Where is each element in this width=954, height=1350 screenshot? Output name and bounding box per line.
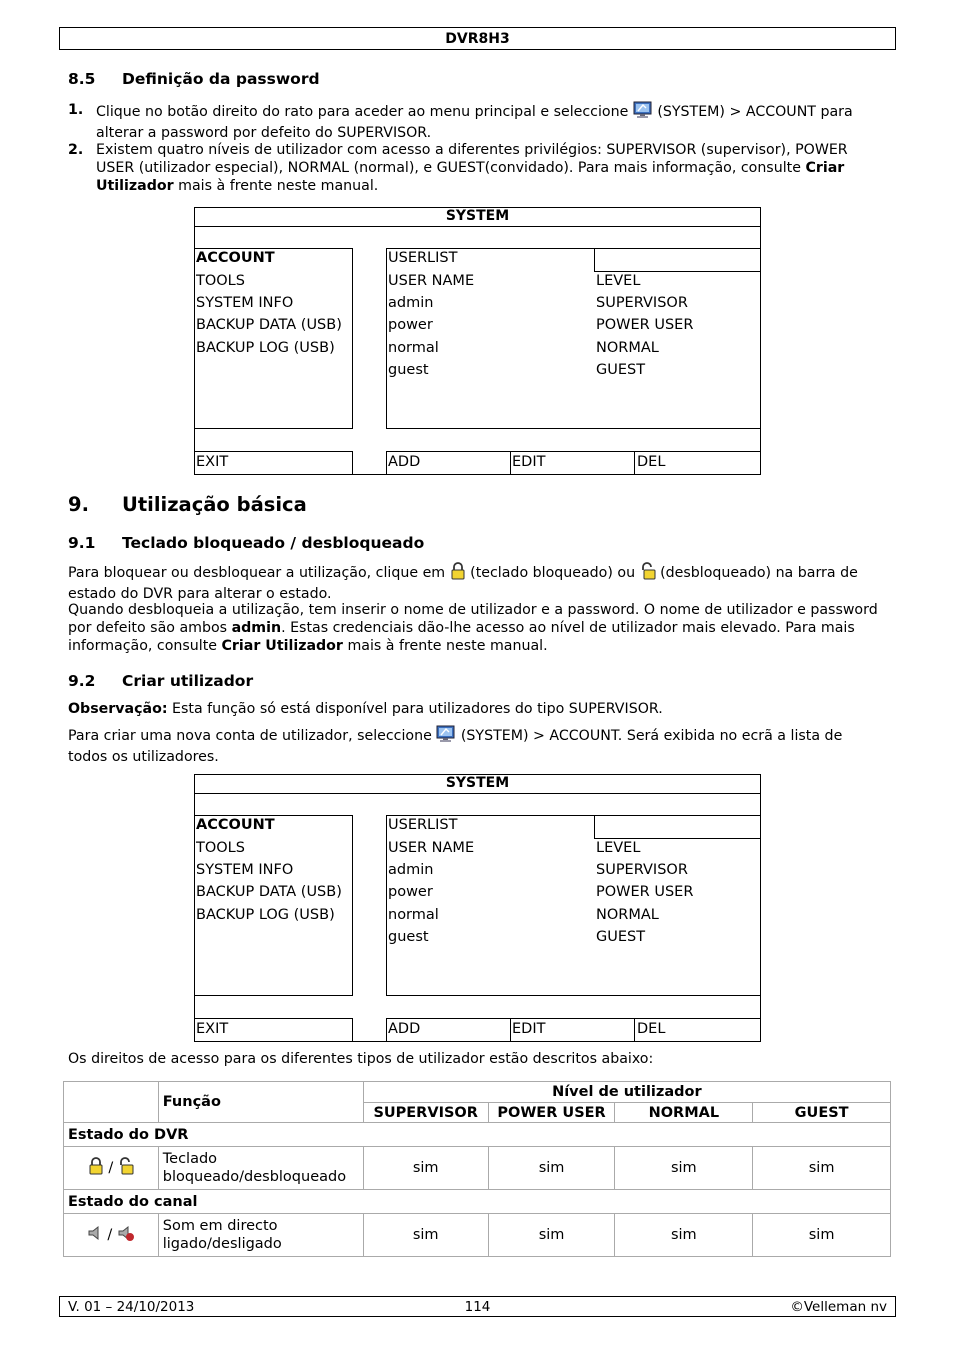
- system-menu-diagram: [194, 207, 761, 475]
- speaker-on-icon: [87, 1224, 103, 1246]
- list-item: [68, 101, 883, 142]
- page-number: 114: [464, 1299, 491, 1315]
- add-label: ADD: [388, 1021, 421, 1037]
- paragraph: [68, 562, 883, 603]
- list-number: 1.: [68, 102, 84, 118]
- text: mais à frente neste manual.: [347, 638, 548, 654]
- text: Clique no botão direito do rato para aceder ao menu principal e seleccione: [96, 104, 629, 120]
- user-name[interactable]: guest: [388, 929, 429, 945]
- value-cell: sim: [753, 1214, 891, 1257]
- lock-closed-icon: [450, 562, 466, 585]
- column-power-user: POWER USER: [488, 1103, 615, 1123]
- list-number: 2.: [68, 142, 84, 158]
- column-user-name: USER NAME: [388, 840, 475, 856]
- menu-item-backup-log[interactable]: BACKUP LOG (USB): [196, 907, 335, 923]
- section-number: 8.5: [68, 70, 96, 88]
- text: (SYSTEM) > ACCOUNT para alterar a password por defeito do SUPERVISOR.: [96, 104, 853, 141]
- value-cell: sim: [488, 1214, 615, 1257]
- text: . Estas credenciais dão-lhe acesso ao nível de utilizador mais elevado. Para mais informação, consulte: [68, 620, 855, 654]
- group-channel-status: Estado do canal: [64, 1190, 891, 1214]
- section-9-1-heading: [68, 534, 424, 552]
- table-header-cell: [64, 1082, 159, 1123]
- menu-item-backup-data[interactable]: BACKUP DATA (USB): [196, 317, 342, 333]
- column-level: LEVEL: [596, 273, 641, 289]
- column-function: Função: [158, 1082, 363, 1123]
- section-title: Teclado bloqueado / desbloqueado: [122, 534, 425, 552]
- paragraph: [68, 1050, 883, 1068]
- chapter-title: Utilização básica: [122, 493, 307, 516]
- paragraph: [68, 725, 883, 766]
- list-text: [96, 101, 883, 142]
- chapter-number: 9.: [68, 493, 89, 516]
- section-8-5-heading: [68, 70, 320, 88]
- function-cell: Som em directo ligado/desligado: [158, 1214, 363, 1257]
- chapter-9-heading: [68, 493, 307, 516]
- value-cell: sim: [363, 1147, 488, 1190]
- column-supervisor: SUPERVISOR: [363, 1103, 488, 1123]
- text: Para criar uma nova conta de utilizador, seleccione: [68, 728, 432, 744]
- section-number: 9.1: [68, 534, 96, 552]
- user-level: GUEST: [596, 929, 646, 945]
- separator: /: [107, 1227, 113, 1243]
- user-rights-table: [63, 1081, 891, 1257]
- note-paragraph: [68, 700, 883, 718]
- text: (desbloqueado) na barra de estado do DVR para alterar o estado.: [68, 565, 858, 602]
- paragraph: [68, 601, 883, 655]
- text: Esta função só está disponível para utilizadores do tipo SUPERVISOR.: [172, 701, 663, 717]
- section-title: Definição da password: [122, 70, 320, 88]
- user-level: POWER USER: [596, 317, 694, 333]
- system-monitor-icon: [633, 101, 653, 124]
- lock-closed-icon: [88, 1157, 104, 1179]
- speaker-muted-icon: [117, 1224, 135, 1246]
- menu-item-account[interactable]: ACCOUNT: [196, 817, 275, 833]
- function-cell: Teclado bloqueado/desbloqueado: [158, 1147, 363, 1190]
- text: Existem quatro níveis de utilizador com acesso a diferentes privilégios: SUPERVISOR (supervisor), POWER USER (utilizador especial), NORMAL (normal), e GUEST(convidado). Para mais informação, consulte: [96, 142, 848, 176]
- table-row: [64, 1214, 891, 1257]
- userlist-label: USERLIST: [388, 817, 458, 833]
- table-group-row: [64, 1123, 891, 1147]
- section-9-2-heading: [68, 672, 253, 690]
- table-header-row: [64, 1082, 891, 1103]
- column-user-level: Nível de utilizador: [363, 1082, 890, 1103]
- value-cell: sim: [615, 1147, 753, 1190]
- menu-item-backup-data[interactable]: BACKUP DATA (USB): [196, 884, 342, 900]
- column-normal: NORMAL: [615, 1103, 753, 1123]
- footer-copyright: ©Velleman nv: [790, 1299, 887, 1315]
- lock-open-icon: [640, 562, 656, 585]
- user-name[interactable]: admin: [388, 862, 434, 878]
- value-cell: sim: [488, 1147, 615, 1190]
- value-cell: sim: [363, 1214, 488, 1257]
- menu-item-backup-log[interactable]: BACKUP LOG (USB): [196, 340, 335, 356]
- text: (SYSTEM) > ACCOUNT. Será exibida no ecrã a lista de todos os utilizadores.: [68, 728, 843, 765]
- cross-reference: Criar Utilizador: [221, 638, 343, 654]
- menu-item-tools[interactable]: TOOLS: [196, 273, 245, 289]
- column-guest: GUEST: [753, 1103, 891, 1123]
- table-group-row: [64, 1190, 891, 1214]
- lock-open-icon: [118, 1157, 134, 1179]
- list-item: [68, 141, 883, 195]
- section-title: Criar utilizador: [122, 672, 254, 690]
- icon-cell: [64, 1214, 159, 1257]
- edit-label: EDIT: [512, 1021, 546, 1037]
- user-name[interactable]: guest: [388, 362, 429, 378]
- user-name[interactable]: power: [388, 317, 433, 333]
- text: Os direitos de acesso para os diferentes tipos de utilizador estão descritos abaixo:: [68, 1051, 654, 1067]
- menu-title: SYSTEM: [445, 775, 510, 791]
- default-credential: admin: [231, 620, 282, 636]
- user-level: POWER USER: [596, 884, 694, 900]
- user-name[interactable]: power: [388, 884, 433, 900]
- text: Quando desbloqueia a utilização, tem inserir o nome de utilizador e a password. O nome de utilizador e password por defeito são ambos: [68, 602, 878, 636]
- user-level: NORMAL: [596, 907, 659, 923]
- document-header: [59, 27, 896, 50]
- text: mais à frente neste manual.: [178, 178, 379, 194]
- column-user-name: USER NAME: [388, 273, 475, 289]
- list-text: [96, 141, 883, 195]
- document-footer: [59, 1296, 896, 1317]
- edit-label: EDIT: [512, 454, 546, 470]
- separator: /: [108, 1160, 114, 1176]
- menu-title: SYSTEM: [445, 208, 510, 224]
- icon-cell: [64, 1147, 159, 1190]
- group-dvr-status: Estado do DVR: [64, 1123, 891, 1147]
- user-name[interactable]: normal: [388, 907, 439, 923]
- note-label: Observação:: [68, 701, 168, 717]
- del-label: DEL: [637, 454, 666, 470]
- system-menu-diagram: [194, 774, 761, 1042]
- user-level: SUPERVISOR: [596, 295, 688, 311]
- text: (teclado bloqueado) ou: [470, 565, 636, 581]
- cross-reference: Criar Utilizador: [96, 160, 845, 194]
- menu-item-system-info[interactable]: SYSTEM INFO: [196, 862, 294, 878]
- user-level: GUEST: [596, 362, 646, 378]
- exit-label: EXIT: [196, 1021, 229, 1037]
- user-level: NORMAL: [596, 340, 659, 356]
- menu-item-tools[interactable]: TOOLS: [196, 840, 245, 856]
- text: Para bloquear ou desbloquear a utilização, clique em: [68, 565, 446, 581]
- table-row: [64, 1147, 891, 1190]
- footer-version: V. 01 – 24/10/2013: [68, 1299, 195, 1315]
- document-title: DVR8H3: [445, 31, 510, 47]
- del-label: DEL: [637, 1021, 666, 1037]
- value-cell: sim: [753, 1147, 891, 1190]
- user-name[interactable]: normal: [388, 340, 439, 356]
- menu-item-system-info[interactable]: SYSTEM INFO: [196, 295, 294, 311]
- column-level: LEVEL: [596, 840, 641, 856]
- add-label: ADD: [388, 454, 421, 470]
- menu-item-account[interactable]: ACCOUNT: [196, 250, 275, 266]
- userlist-label: USERLIST: [388, 250, 458, 266]
- system-monitor-icon: [436, 725, 456, 748]
- section-number: 9.2: [68, 672, 96, 690]
- value-cell: sim: [615, 1214, 753, 1257]
- exit-label: EXIT: [196, 454, 229, 470]
- user-name[interactable]: admin: [388, 295, 434, 311]
- user-level: SUPERVISOR: [596, 862, 688, 878]
